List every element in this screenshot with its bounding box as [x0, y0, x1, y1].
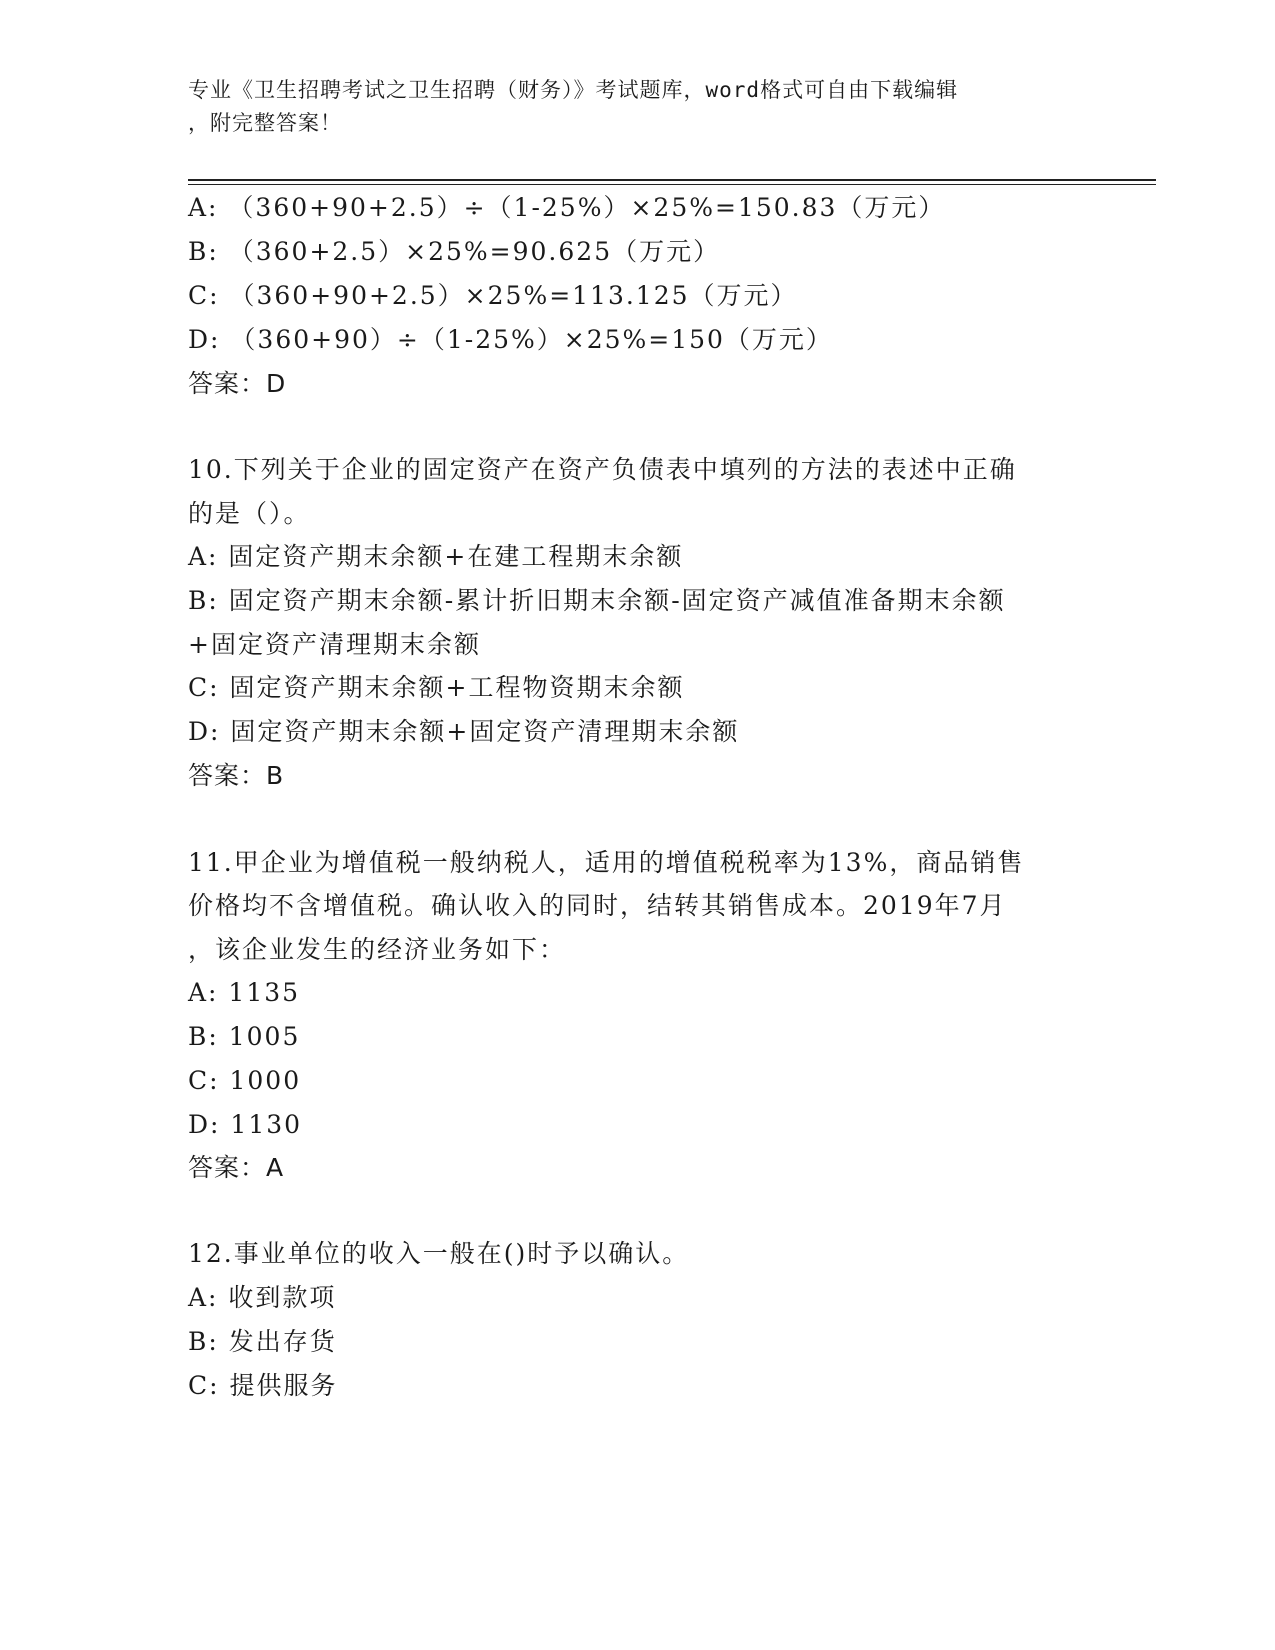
q11-stem-line-1: 11.甲企业为增值税一般纳税人，适用的增值税税率为13%，商品销售 [188, 848, 1025, 877]
q11-answer: 答案：A [188, 1153, 285, 1182]
q11-stem-line-2: 价格均不含增值税。确认收入的同时，结转其销售成本。2019年7月 [188, 891, 1007, 920]
header-divider-thick [188, 179, 1156, 181]
q10-answer: 答案：B [188, 761, 285, 790]
q11-option-c: C: 1000 [188, 1066, 302, 1095]
q11-option-a: A: 1135 [188, 978, 301, 1007]
q10-option-b-line-2: +固定资产清理期末余额 [188, 630, 481, 659]
q12-option-a: A: 收到款项 [188, 1283, 337, 1312]
q9-option-b: B: （360+2.5）×25%=90.625（万元） [188, 237, 721, 266]
q12-option-c: C: 提供服务 [188, 1371, 338, 1400]
q10-option-b-line-1: B: 固定资产期末余额-累计折旧期末余额-固定资产减值准备期末余额 [188, 586, 1006, 615]
q10-option-a: A: 固定资产期末余额+在建工程期末余额 [188, 542, 684, 571]
header-line-2: ，附完整答案！ [188, 111, 342, 135]
header-line-1: 专业《卫生招聘考试之卫生招聘（财务）》考试题库，word格式可自由下载编辑 [188, 78, 959, 102]
q10-option-c: C: 固定资产期末余额+工程物资期末余额 [188, 673, 685, 702]
q10-stem-line-2: 的是（）。 [188, 499, 311, 528]
q9-answer: 答案：D [188, 369, 287, 398]
q11-stem-line-3: ，该企业发生的经济业务如下： [188, 935, 567, 964]
q10-stem-line-1: 10.下列关于企业的固定资产在资产负债表中填列的方法的表述中正确 [188, 455, 1017, 484]
q9-option-c: C: （360+90+2.5）×25%=113.125（万元） [188, 281, 798, 310]
q9-option-a: A: （360+90+2.5）÷（1-25%）×25%=150.83（万元） [188, 193, 946, 222]
header-divider-thin [188, 184, 1156, 185]
q12-stem: 12.事业单位的收入一般在()时予以确认。 [188, 1239, 690, 1268]
document-header [188, 74, 1078, 140]
q12-option-b: B: 发出存货 [188, 1327, 337, 1356]
q10-option-d: D: 固定资产期末余额+固定资产清理期末余额 [188, 717, 740, 746]
q9-option-d: D: （360+90）÷（1-25%）×25%=150（万元） [188, 325, 833, 354]
q11-option-b: B: 1005 [188, 1022, 301, 1051]
q11-option-d: D: 1130 [188, 1110, 303, 1139]
